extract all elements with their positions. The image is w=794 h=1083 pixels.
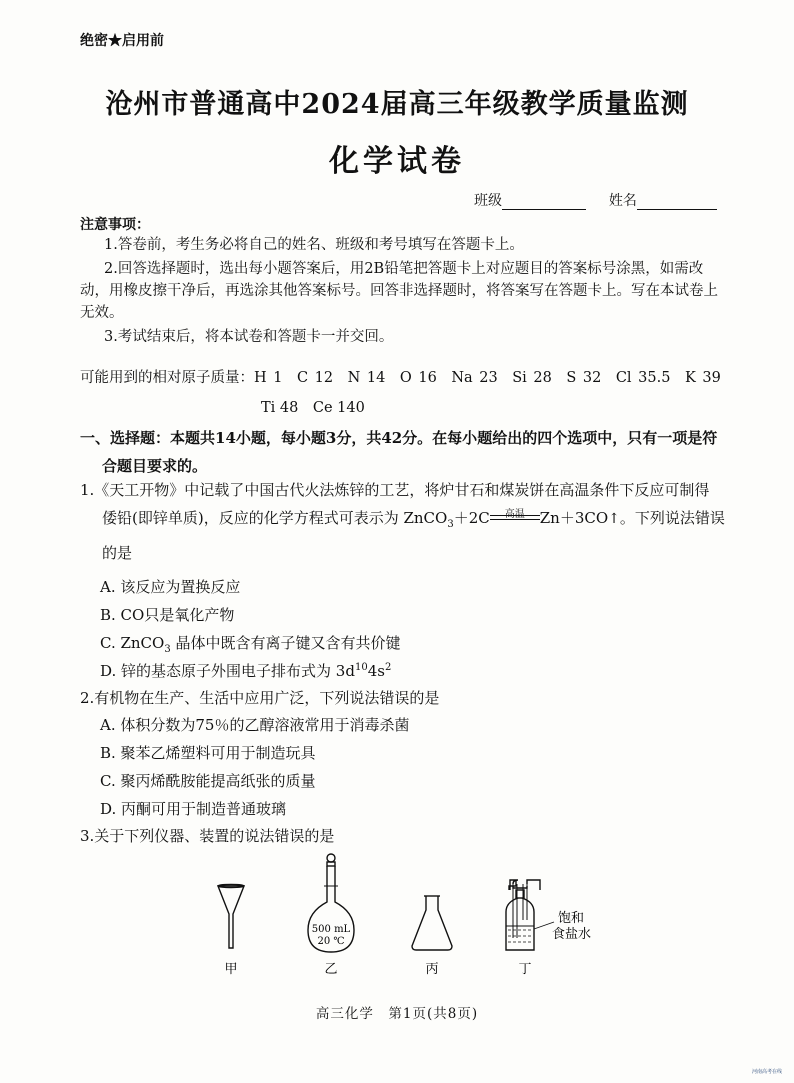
- class-label: 班级: [474, 193, 502, 209]
- q2-option-c: C. 聚丙烯酰胺能提高纸张的质量: [100, 772, 316, 790]
- subscript: 3: [447, 519, 454, 530]
- q1-line2-text: 倭铅(即锌单质)，反应的化学方程式可表示为 ZnCO: [102, 509, 448, 527]
- q2-option-b: B. 聚苯乙烯塑料可用于制造玩具: [100, 744, 316, 762]
- q1-option-c-post: 晶体中既含有离子键又含有共价键: [170, 634, 401, 652]
- atomic-masses-line1: 可能用到的相对原子质量：H 1 C 12 N 14 O 16 Na 23 Si 28 S 32 Cl 35.5 K 39: [80, 370, 721, 386]
- class-blank: [502, 195, 586, 210]
- superscript: 2: [384, 662, 392, 673]
- conical-flask-icon: [412, 896, 452, 950]
- q1-line2-end: 。下列说法错误: [619, 509, 725, 527]
- gas-arrow-icon: ↑: [608, 511, 620, 527]
- student-info-fields: [474, 190, 717, 210]
- subscript: 3: [164, 644, 171, 655]
- q1-products: Zn＋3CO: [539, 509, 609, 527]
- apparatus-label-yi: 乙: [324, 962, 338, 977]
- atomic-masses-line2: Ti 48 Ce 140: [261, 400, 365, 416]
- watermark-logo: 河南高考在线: [752, 1069, 783, 1075]
- condition-text: 高温: [504, 509, 525, 520]
- section-heading-line1: 一、选择题：本题共14小题，每小题3分，共42分。在每小题给出的四个选项中，只有一项是符: [80, 429, 718, 447]
- exam-title: 沧州市普通高中2024届高三年级教学质量监测: [105, 89, 689, 120]
- question-3-stem: 3.关于下列仪器、装置的说法错误的是: [80, 827, 335, 845]
- note-item-3: 3.考试结束后，将本试卷和答题卡一并交回。: [104, 329, 394, 345]
- notes-heading: 注意事项：: [80, 217, 150, 233]
- q1-option-a: A. 该反应为置换反应: [100, 578, 241, 596]
- apparatus-label-jia: 甲: [224, 962, 238, 977]
- bottle-label-line2: 食盐水: [552, 927, 592, 942]
- apparatus-figure: [200, 850, 640, 980]
- note-item-1: 1.答卷前，考生务必将自己的姓名、班级和考号填写在答题卡上。: [104, 237, 524, 253]
- question-2-stem: 2.有机物在生产、生活中应用广泛，下列说法错误的是: [80, 689, 440, 707]
- gas-washing-bottle-icon: [506, 880, 554, 950]
- apparatus-label-bing: 丙: [425, 962, 439, 977]
- bottle-label-line1: 饱和: [558, 911, 585, 926]
- q1-option-b: B. CO只是氧化产物: [100, 606, 235, 624]
- q1-option-d-pre: D. 锌的基态原子外围电子排布式为 3d: [100, 662, 355, 680]
- reaction-condition: [490, 509, 540, 523]
- section-heading: [80, 424, 720, 480]
- exam-subject-title: 化学试卷: [329, 144, 465, 179]
- note-item-2: 2.回答选择题时，选出每小题答案后，用2B铅笔把答题卡上对应题目的答案标号涂黑，如需改动，用橡皮擦干净后，再选涂其他答案标号。回答非选择题时，将答案写在答题卡上。写在本试卷上无效。: [80, 261, 718, 321]
- q1-reactant: ＋2C: [453, 509, 490, 527]
- apparatus-label-ding: 丁: [518, 962, 532, 977]
- page-footer: 高三化学 第1页(共8页): [315, 1006, 479, 1022]
- funnel-icon: [218, 885, 244, 949]
- superscript: 10: [354, 662, 368, 673]
- name-label: 姓名: [608, 193, 637, 209]
- question-1-stem: [80, 476, 730, 567]
- q2-option-a: A. 体积分数为75％的乙醇溶液常用于消毒杀菌: [100, 716, 410, 734]
- q1-option-c: [100, 632, 401, 655]
- section-heading-line2: 合题目要求的。: [102, 457, 208, 475]
- q1-option-d: [100, 660, 391, 681]
- q1-line3: 的是: [102, 544, 133, 562]
- q1-line1: 1.《天工开物》中记载了中国古代火法炼锌的工艺，将炉甘石和煤炭饼在高温条件下反应可制得: [80, 481, 710, 499]
- q1-option-c-pre: C. ZnCO: [100, 634, 165, 652]
- flask-volume-text: 500 mL: [311, 924, 351, 935]
- confidential-mark: 绝密★启用前: [80, 33, 164, 49]
- q1-line2: [80, 504, 730, 539]
- q1-option-d-mid: 4s: [367, 662, 385, 680]
- flask-temp-text: 20 ℃: [317, 936, 345, 947]
- q2-option-d: D. 丙酮可用于制造普通玻璃: [100, 800, 287, 818]
- name-blank: [637, 195, 717, 210]
